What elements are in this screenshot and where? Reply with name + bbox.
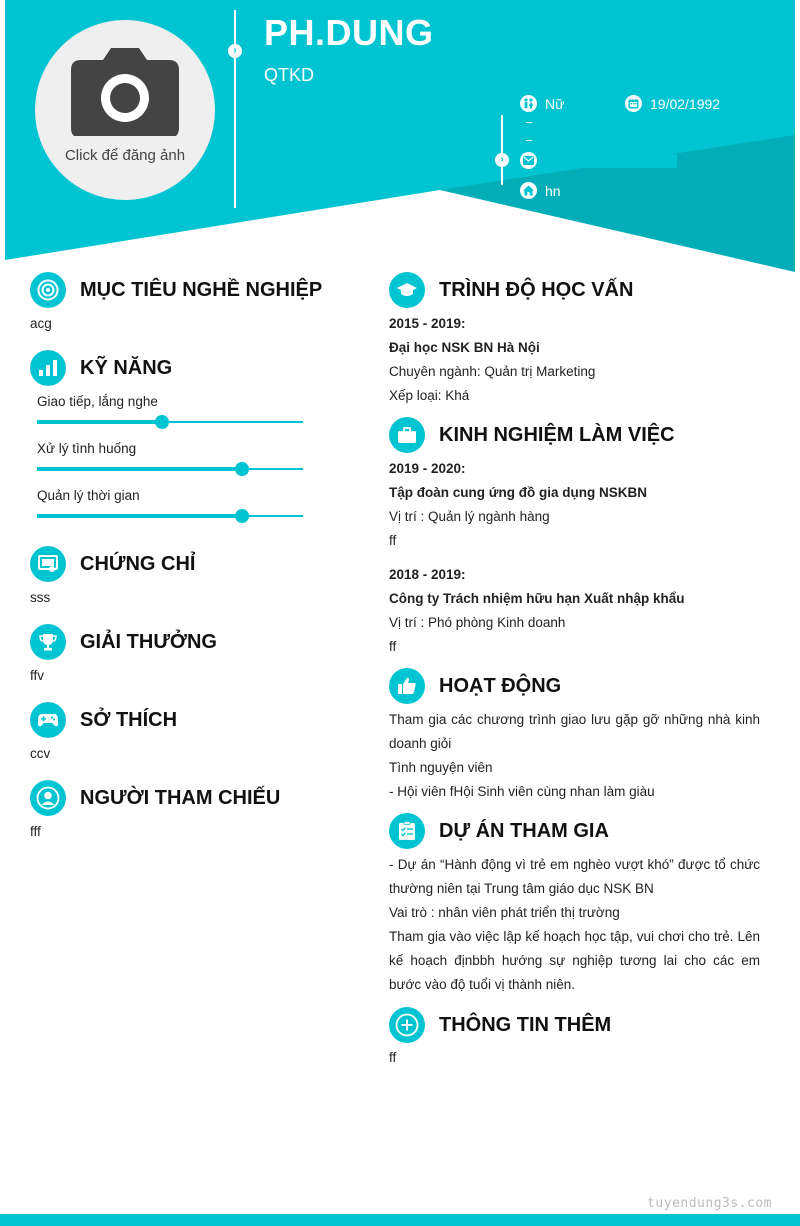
trophy-icon	[30, 624, 66, 660]
skills-title: KỸ NĂNG	[80, 356, 173, 379]
gamepad-icon	[30, 702, 66, 738]
objective-section-header	[30, 272, 322, 308]
home-icon	[520, 182, 537, 199]
education-title: TRÌNH ĐỘ HỌC VẤN	[439, 278, 634, 301]
projects-title: DỰ ÁN THAM GIA	[439, 819, 609, 842]
certificates-title: CHỨNG CHỈ	[80, 552, 196, 575]
user-icon	[30, 780, 66, 816]
hobbies-content[interactable]: ccv	[30, 746, 51, 761]
experience-company[interactable]: Tập đoàn cung ứng đồ gia dụng NSKBN	[389, 485, 648, 500]
activities-title: HOẠT ĐỘNG	[439, 674, 562, 697]
skill-name: Giao tiếp, lắng nghe	[37, 394, 158, 409]
photo-upload-label: Click để đăng ảnh	[64, 147, 186, 164]
skills-section-header	[30, 350, 172, 386]
experience-company[interactable]: Công ty Trách nhiệm hữu hạn Xuất nhập khẩu	[389, 591, 685, 606]
experience-section-header	[389, 417, 675, 453]
skill-bar	[37, 421, 303, 423]
contact-divider	[501, 115, 503, 185]
references-content[interactable]: fff	[30, 824, 41, 839]
experience-role[interactable]: Vị trí : Quản lý ngành hàng	[389, 509, 550, 524]
skill-fill	[37, 467, 242, 471]
extra-content[interactable]: ff	[389, 1050, 397, 1065]
experience-description[interactable]: ff	[389, 639, 397, 654]
skill-slider-handle[interactable]	[155, 415, 169, 429]
thumbs-up-icon	[389, 668, 425, 704]
education-rank[interactable]: Xếp loại: Khá	[389, 388, 470, 403]
watermark: tuyendung3s.com	[647, 1196, 772, 1211]
education-period[interactable]: 2015 - 2019:	[389, 316, 466, 331]
checklist-icon	[389, 813, 425, 849]
hobbies-title: SỞ THÍCH	[80, 708, 178, 731]
objective-content[interactable]: acg	[30, 316, 52, 331]
education-major[interactable]: Chuyên ngành: Quản trị Marketing	[389, 364, 596, 379]
activities-line[interactable]: Tình nguyện viên	[389, 760, 493, 775]
address-value: hn	[545, 182, 561, 199]
projects-section-header	[389, 813, 609, 849]
calendar-icon	[625, 95, 642, 112]
header-divider	[234, 10, 236, 208]
chevron-right-icon: ›	[228, 44, 242, 58]
experience-title: KINH NGHIỆM LÀM VIỆC	[439, 423, 675, 446]
candidate-position[interactable]: QTKD	[264, 65, 315, 85]
email-icon	[520, 152, 537, 169]
target-icon	[30, 272, 66, 308]
activities-section-header	[389, 668, 561, 704]
certificates-content[interactable]: sss	[30, 590, 51, 605]
skill-name: Xử lý tình huống	[37, 441, 137, 456]
projects-line[interactable]: Vai trò : nhân viên phát triển thị trường	[389, 905, 620, 920]
certificate-icon	[30, 546, 66, 582]
dob-field[interactable]	[625, 95, 720, 112]
graduation-cap-icon	[389, 272, 425, 308]
projects-line[interactable]: Tham gia vào việc lập kế hoạch học tập, vui chơi cho trẻ. Lên kế hoạch địnbbh hướng sự nghiệp tương lai cho các em bước vào độ tuổi vị thành niên.	[389, 929, 760, 992]
education-section-header	[389, 272, 633, 308]
skill-fill	[37, 420, 162, 424]
experience-description[interactable]: ff	[389, 533, 397, 548]
awards-section-header	[30, 624, 217, 660]
gender-icon	[520, 95, 537, 112]
experience-period[interactable]: 2018 - 2019:	[389, 567, 466, 582]
awards-title: GIẢI THƯỞNG	[80, 630, 217, 653]
skill-slider-handle[interactable]	[235, 462, 249, 476]
skill-fill	[37, 514, 242, 518]
gender-value: Nữ	[545, 95, 565, 112]
hobbies-section-header	[30, 702, 177, 738]
extra-section-header	[389, 1007, 611, 1043]
email-field[interactable]	[520, 152, 537, 169]
gender-field[interactable]	[520, 95, 564, 112]
candidate-name[interactable]: PH.DUNG	[264, 12, 434, 53]
chevron-right-icon: ›	[495, 153, 509, 167]
skill-slider-handle[interactable]	[235, 509, 249, 523]
awards-content[interactable]: ffv	[30, 668, 45, 683]
empty-field-dash	[526, 122, 532, 123]
plus-circle-icon	[389, 1007, 425, 1043]
footer-bar	[0, 1214, 800, 1226]
skill-name: Quản lý thời gian	[37, 488, 140, 503]
education-school[interactable]: Đại học NSK BN Hà Nội	[389, 340, 540, 355]
empty-field-dash	[526, 140, 532, 141]
objective-title: MỤC TIÊU NGHỀ NGHIỆP	[80, 278, 323, 301]
camera-icon	[71, 46, 179, 136]
redacted-email	[545, 154, 677, 168]
avatar-upload[interactable]	[35, 20, 215, 200]
address-field[interactable]	[520, 182, 561, 199]
activities-line[interactable]: Tham gia các chương trình giao lưu gặp gỡ những nhà kinh doanh giỏi	[389, 712, 760, 751]
projects-line[interactable]: - Dự án “Hành động vì trẻ em nghèo vượt khó” được tổ chức thường niên tại Trung tâm giáo dục NSK BN	[389, 857, 760, 896]
experience-role[interactable]: Vị trí : Phó phòng Kinh doanh	[389, 615, 566, 630]
references-title: NGƯỜI THAM CHIẾU	[80, 786, 281, 809]
certificates-section-header	[30, 546, 195, 582]
skill-bar	[37, 515, 303, 517]
cv-header	[0, 0, 800, 275]
experience-period[interactable]: 2019 - 2020:	[389, 461, 466, 476]
skill-bar	[37, 468, 303, 470]
briefcase-icon	[389, 417, 425, 453]
references-section-header	[30, 780, 280, 816]
extra-title: THÔNG TIN THÊM	[439, 1013, 612, 1036]
dob-value: 19/02/1992	[650, 95, 721, 112]
activities-line[interactable]: - Hội viên fHội Sinh viên cùng nhan làm giàu	[389, 784, 655, 799]
bar-chart-icon	[30, 350, 66, 386]
